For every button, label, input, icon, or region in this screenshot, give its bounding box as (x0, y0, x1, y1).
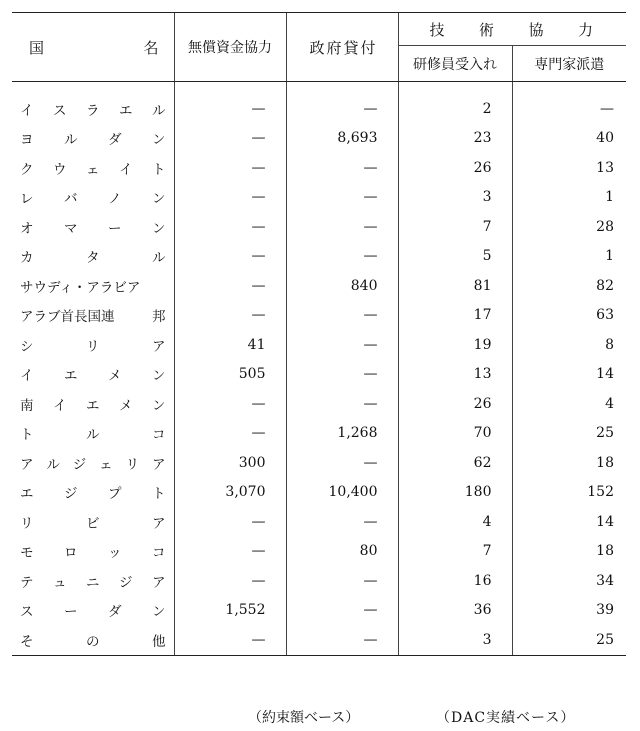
country-name-part: ン (152, 220, 166, 237)
country-name-part: 邦 (152, 309, 166, 326)
grant-cell: 41 (174, 330, 286, 360)
country-name-part: ッ (108, 545, 122, 562)
country-cell (12, 301, 174, 331)
trainees-cell: 3 (398, 183, 512, 213)
grant-cell: — (174, 242, 286, 272)
grant-cell: — (174, 94, 286, 124)
experts-cell: 4 (512, 389, 626, 419)
grant-cell: — (174, 389, 286, 419)
trainees-cell: 19 (398, 330, 512, 360)
country-name-part: の (86, 633, 100, 650)
country-name-part: カ (20, 250, 34, 267)
trainees-cell: 3 (398, 625, 512, 655)
trainees-cell: 26 (398, 389, 512, 419)
grant-cell: — (174, 507, 286, 537)
country-cell (12, 183, 174, 213)
table-row (12, 507, 626, 537)
country-name-part: バ (64, 191, 78, 208)
loan-cell: — (286, 360, 398, 390)
table-row (12, 94, 626, 124)
header-loan (286, 13, 398, 82)
country-name-part: ス (20, 604, 34, 621)
country-name-part: エ (20, 486, 34, 503)
table-row (12, 271, 626, 301)
header-trainees-label: 研修員受入れ (413, 56, 497, 73)
grant-cell: — (174, 212, 286, 242)
spacer-cell (12, 82, 174, 95)
country-name-part: イ (119, 161, 133, 178)
grant-cell: — (174, 566, 286, 596)
table-row (12, 419, 626, 449)
trainees-cell: 70 (398, 419, 512, 449)
country-name-part: ダ (108, 604, 122, 621)
header-country-char-2: 名 (143, 38, 159, 57)
country-name-part: ス (53, 102, 67, 119)
country-name-part: モ (20, 545, 34, 562)
country-name-part: エ (119, 102, 133, 119)
country-name-part: シ (20, 338, 34, 355)
loan-cell: 10,400 (286, 478, 398, 508)
spacer-cell (512, 82, 626, 95)
loan-cell: — (286, 301, 398, 331)
grant-cell: — (174, 124, 286, 154)
country-cell (12, 596, 174, 626)
country-name-part: ノ (108, 191, 122, 208)
country-name-part: アラブ首長国連 (20, 309, 115, 326)
table-row (12, 242, 626, 272)
country-cell (12, 360, 174, 390)
experts-cell: 152 (512, 478, 626, 508)
country-name-part: ヨ (20, 132, 34, 149)
country-name-part: ロ (64, 545, 78, 562)
country-name-part: ン (152, 191, 166, 208)
country-name-part: タ (86, 250, 100, 267)
aid-table (12, 12, 626, 656)
table-row (12, 389, 626, 419)
spacer-cell (174, 82, 286, 95)
loan-cell: — (286, 389, 398, 419)
country-cell (12, 94, 174, 124)
trainees-cell: 81 (398, 271, 512, 301)
spacer-cell (398, 82, 512, 95)
loan-cell: — (286, 242, 398, 272)
loan-cell: 1,268 (286, 419, 398, 449)
country-cell (12, 212, 174, 242)
country-name-part: イ (20, 102, 34, 119)
grant-cell: — (174, 153, 286, 183)
country-name-part: ト (20, 427, 34, 444)
country-name-part: テ (20, 574, 34, 591)
country-name-part: ニ (86, 574, 100, 591)
country-name-part: ア (151, 456, 166, 473)
trainees-cell: 17 (398, 301, 512, 331)
country-cell (12, 537, 174, 567)
trainees-cell: 62 (398, 448, 512, 478)
country-name-part: 南 (20, 397, 34, 414)
experts-cell: 13 (512, 153, 626, 183)
country-name-part: ル (46, 456, 60, 473)
trainees-cell: 13 (398, 360, 512, 390)
header-technical-char: 術 (478, 20, 496, 39)
grant-cell: — (174, 419, 286, 449)
table-row (12, 478, 626, 508)
country-name-part: ト (152, 486, 166, 503)
experts-cell: 40 (512, 124, 626, 154)
grant-cell: — (174, 183, 286, 213)
loan-cell: — (286, 183, 398, 213)
experts-cell: 63 (512, 301, 626, 331)
country-cell (12, 507, 174, 537)
header-loan-char: 府 (326, 38, 344, 57)
spacer-row (12, 82, 626, 95)
country-name-part: メ (108, 368, 122, 385)
header-country (12, 13, 174, 82)
country-name-part: ル (152, 250, 166, 267)
table-row (12, 360, 626, 390)
experts-cell: 82 (512, 271, 626, 301)
grant-cell: 300 (174, 448, 286, 478)
experts-cell: 25 (512, 419, 626, 449)
grant-cell: 505 (174, 360, 286, 390)
loan-cell: — (286, 507, 398, 537)
country-cell (12, 153, 174, 183)
experts-cell: 14 (512, 360, 626, 390)
footnotes (0, 707, 640, 727)
experts-cell: 25 (512, 625, 626, 655)
country-name-part: ン (152, 604, 166, 621)
table-row (12, 124, 626, 154)
country-name-part: 他 (152, 633, 166, 650)
country-name-part: そ (20, 633, 34, 650)
country-name-part: マ (64, 220, 78, 237)
header-experts-label: 専門家派遣 (534, 56, 605, 73)
country-name-part: ア (20, 456, 34, 473)
trainees-cell: 180 (398, 478, 512, 508)
country-name-part: ジ (64, 486, 78, 503)
country-name-part: エ (86, 397, 100, 414)
header-grant-label: 無償資金協力 (188, 40, 272, 56)
trainees-cell: 4 (398, 507, 512, 537)
header-loan-char: 貸 (343, 38, 361, 57)
country-name-part: ー (64, 604, 78, 621)
experts-cell: 18 (512, 537, 626, 567)
country-name-part: ジ (119, 574, 133, 591)
table-row (12, 537, 626, 567)
country-name-part: ン (152, 132, 166, 149)
country-name-part: リ (20, 515, 34, 532)
experts-cell: 39 (512, 596, 626, 626)
country-name-part: ェ (86, 161, 100, 178)
country-cell (12, 419, 174, 449)
country-name-part: ジ (72, 456, 87, 473)
table-row (12, 153, 626, 183)
table-body (12, 82, 626, 656)
country-name-part: ク (20, 161, 34, 178)
table-row (12, 625, 626, 655)
country-cell (12, 271, 174, 301)
table-row (12, 301, 626, 331)
country-name-part: ト (152, 161, 166, 178)
table-row (12, 212, 626, 242)
loan-cell: 840 (286, 271, 398, 301)
trainees-cell: 23 (398, 124, 512, 154)
table-row (12, 183, 626, 213)
country-name-part: ル (86, 427, 100, 444)
country-name-part: ン (152, 397, 166, 414)
loan-cell: — (286, 94, 398, 124)
country-name-part: イ (53, 397, 67, 414)
experts-cell: 28 (512, 212, 626, 242)
loan-cell: — (286, 566, 398, 596)
country-name-part: ダ (108, 132, 122, 149)
header-loan-char: 付 (360, 38, 378, 57)
country-name-part: イ (20, 368, 34, 385)
country-name-part: ュ (53, 574, 67, 591)
country-cell (12, 242, 174, 272)
table-row (12, 448, 626, 478)
country-name-part: ビ (86, 515, 100, 532)
header-trainees (398, 46, 512, 82)
country-name-part: ル (64, 132, 78, 149)
header-technical-char: 技 (429, 20, 447, 39)
country-name-part: エ (64, 368, 78, 385)
country-name-part: ン (152, 368, 166, 385)
country-cell (12, 448, 174, 478)
country-name-part: レ (20, 191, 34, 208)
trainees-cell: 5 (398, 242, 512, 272)
grant-cell: 3,070 (174, 478, 286, 508)
loan-cell: — (286, 448, 398, 478)
table-row (12, 566, 626, 596)
country-name-part: リ (125, 456, 140, 473)
trainees-cell: 7 (398, 537, 512, 567)
table-row (12, 596, 626, 626)
footnote-dac-basis: （DAC実績ベース） (436, 710, 576, 726)
grant-cell: — (174, 271, 286, 301)
grant-cell: — (174, 537, 286, 567)
experts-cell: 14 (512, 507, 626, 537)
trainees-cell: 7 (398, 212, 512, 242)
country-name-part: ェ (99, 456, 113, 473)
country-name-part: リ (86, 338, 100, 355)
trainees-cell: 36 (398, 596, 512, 626)
experts-cell: 1 (512, 183, 626, 213)
country-name-part: コ (152, 427, 166, 444)
trainees-cell: 16 (398, 566, 512, 596)
loan-cell: — (286, 596, 398, 626)
loan-cell: 8,693 (286, 124, 398, 154)
country-name-part: メ (119, 397, 133, 414)
table-row (12, 330, 626, 360)
experts-cell: 34 (512, 566, 626, 596)
header-grant (174, 13, 286, 82)
experts-cell: — (512, 94, 626, 124)
loan-cell: — (286, 153, 398, 183)
country-name-part: コ (152, 545, 166, 562)
country-cell (12, 566, 174, 596)
experts-cell: 8 (512, 330, 626, 360)
header-experts (512, 46, 626, 82)
trainees-cell: 26 (398, 153, 512, 183)
footnote-contract-basis: （約束額ベース） (248, 710, 360, 726)
spacer-cell (286, 82, 398, 95)
country-name-part: プ (108, 486, 122, 503)
header-technical (398, 13, 626, 46)
country-name-part: ア (152, 338, 166, 355)
country-cell (12, 478, 174, 508)
country-cell (12, 124, 174, 154)
grant-cell: — (174, 301, 286, 331)
loan-cell: — (286, 330, 398, 360)
country-name-part: サウディ・アラビア (20, 279, 141, 296)
country-cell (12, 389, 174, 419)
experts-cell: 18 (512, 448, 626, 478)
loan-cell: 80 (286, 537, 398, 567)
country-name-part: ア (152, 515, 166, 532)
country-cell (12, 330, 174, 360)
grant-cell: 1,552 (174, 596, 286, 626)
loan-cell: — (286, 212, 398, 242)
country-name-part: ア (152, 574, 166, 591)
country-name-part: ー (108, 220, 122, 237)
trainees-cell: 2 (398, 94, 512, 124)
experts-cell: 1 (512, 242, 626, 272)
header-country-char-1: 国 (29, 38, 45, 57)
header-technical-char: 協 (528, 20, 546, 39)
grant-cell: — (174, 625, 286, 655)
header-technical-char: 力 (577, 20, 595, 39)
country-name-part: オ (20, 220, 34, 237)
loan-cell: — (286, 625, 398, 655)
country-cell (12, 625, 174, 655)
country-name-part: ウ (53, 161, 67, 178)
country-name-part: ラ (86, 102, 100, 119)
country-name-part: ル (152, 102, 166, 119)
header-loan-char: 政 (309, 38, 327, 57)
